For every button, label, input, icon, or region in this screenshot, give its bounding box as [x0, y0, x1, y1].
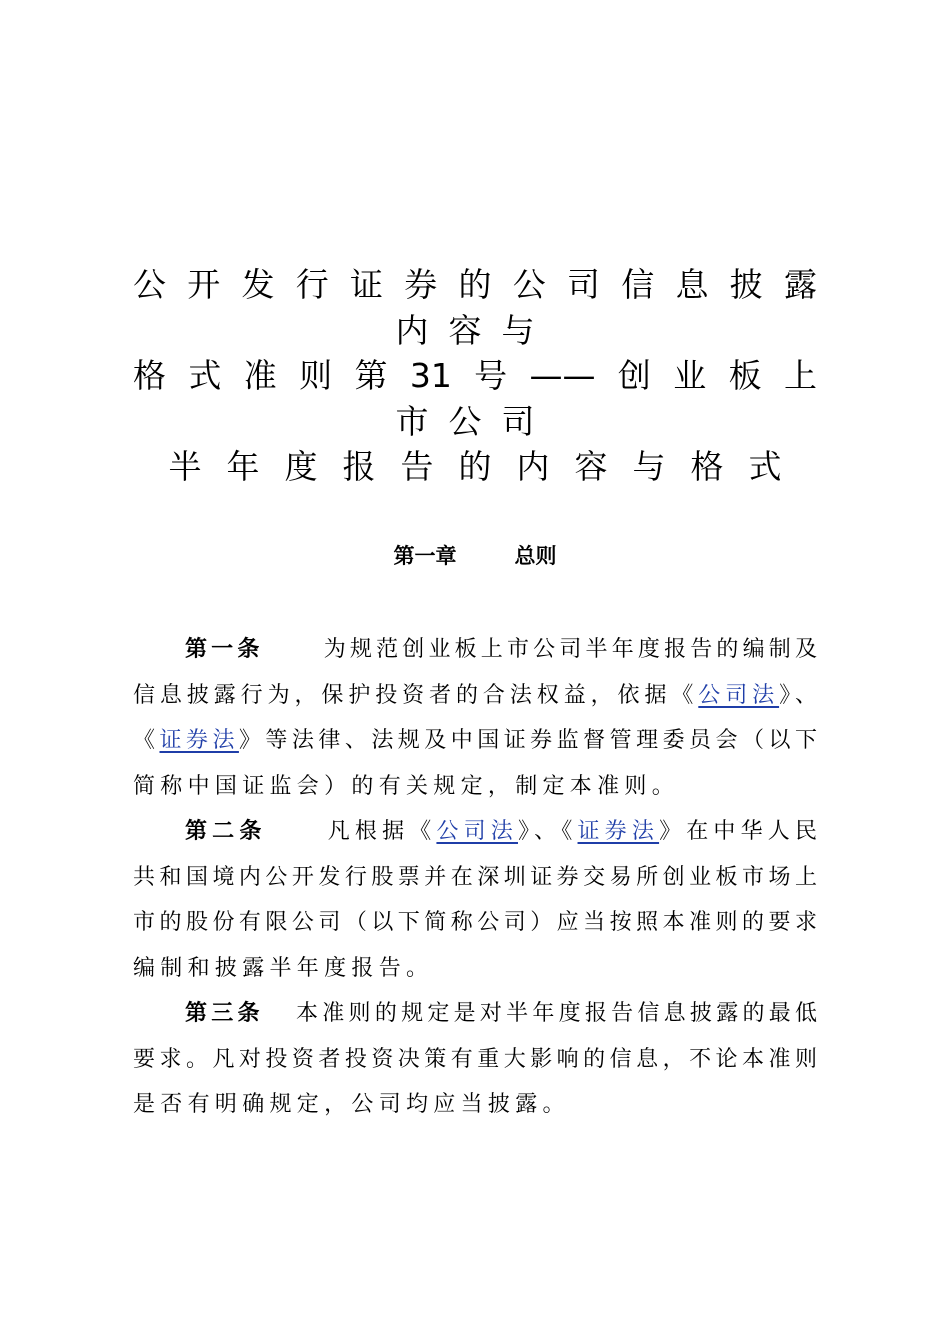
securities-law-link[interactable]: 证券法	[577, 819, 660, 844]
chapter-number: 第一章	[393, 544, 457, 568]
article-3-label: 第三条	[185, 1001, 264, 1026]
article-1-line-2	[133, 673, 817, 719]
document-title	[133, 262, 817, 490]
company-law-link[interactable]: 公司法	[698, 682, 780, 708]
article-2-text-4: 共和国境内公开发行股票并在深圳证券交易所创业板市场上	[133, 864, 817, 890]
title-line-1: 公开发行证券的公司信息披露	[133, 265, 817, 304]
article-2-text-3: 》在中华人民	[659, 819, 817, 844]
article-1	[133, 627, 817, 809]
article-1-text-4: 《	[133, 728, 160, 753]
article-3-line-1	[133, 991, 817, 1037]
article-1-line-4	[133, 764, 817, 810]
article-2-line-4	[133, 946, 817, 992]
article-1-line-1	[133, 627, 817, 673]
article-3-text-2: 要求。凡对投资者投资决策有重大影响的信息，不论本准则	[133, 1046, 817, 1072]
title-line-3: 格式准则第31号——创业板上	[133, 356, 817, 395]
article-2-text-2: 》、《	[517, 819, 578, 844]
article-2-line-3	[133, 900, 817, 946]
securities-law-link[interactable]: 证券法	[159, 728, 239, 753]
article-1-text-2: 信息披露行为，保护投资者的合法权益，依据《	[133, 682, 699, 708]
article-2-text-1: 凡根据《	[322, 819, 437, 844]
article-2-label: 第二条	[185, 819, 267, 844]
article-3-line-2	[133, 1037, 817, 1083]
article-1-label: 第一条	[185, 637, 264, 662]
article-2-text-6: 编制和披露半年度报告。	[133, 955, 434, 981]
article-2-line-2	[133, 855, 817, 901]
article-3	[133, 991, 817, 1128]
article-3-text-1: 本准则的规定是对半年度报告信息披露的最低	[291, 1001, 817, 1026]
article-1-text-1: 为规范创业板上市公司半年度报告的编制及	[319, 637, 817, 662]
title-line-5: 半年度报告的内容与格式	[168, 447, 807, 486]
document-body	[133, 627, 817, 1128]
article-1-line-3	[133, 718, 817, 764]
title-line-2: 内容与	[395, 310, 555, 350]
article-2	[133, 809, 817, 991]
chapter-heading	[0, 541, 950, 571]
article-3-text-3: 是否有明确规定，公司均应当披露。	[133, 1092, 570, 1117]
company-law-link[interactable]: 公司法	[436, 819, 518, 844]
article-1-text-6: 简称中国证监会）的有关规定，制定本准则。	[133, 773, 680, 799]
title-line-4: 市公司	[395, 401, 555, 441]
article-2-line-1	[133, 809, 817, 855]
article-1-text-3: 》、	[779, 682, 817, 708]
chapter-name: 总则	[514, 544, 557, 568]
article-1-text-5: 》等法律、法规及中国证券监督管理委员会（以下	[238, 728, 817, 753]
article-3-line-3	[133, 1082, 817, 1128]
article-2-text-5: 市的股份有限公司（以下简称公司）应当按照本准则的要求	[133, 910, 817, 935]
